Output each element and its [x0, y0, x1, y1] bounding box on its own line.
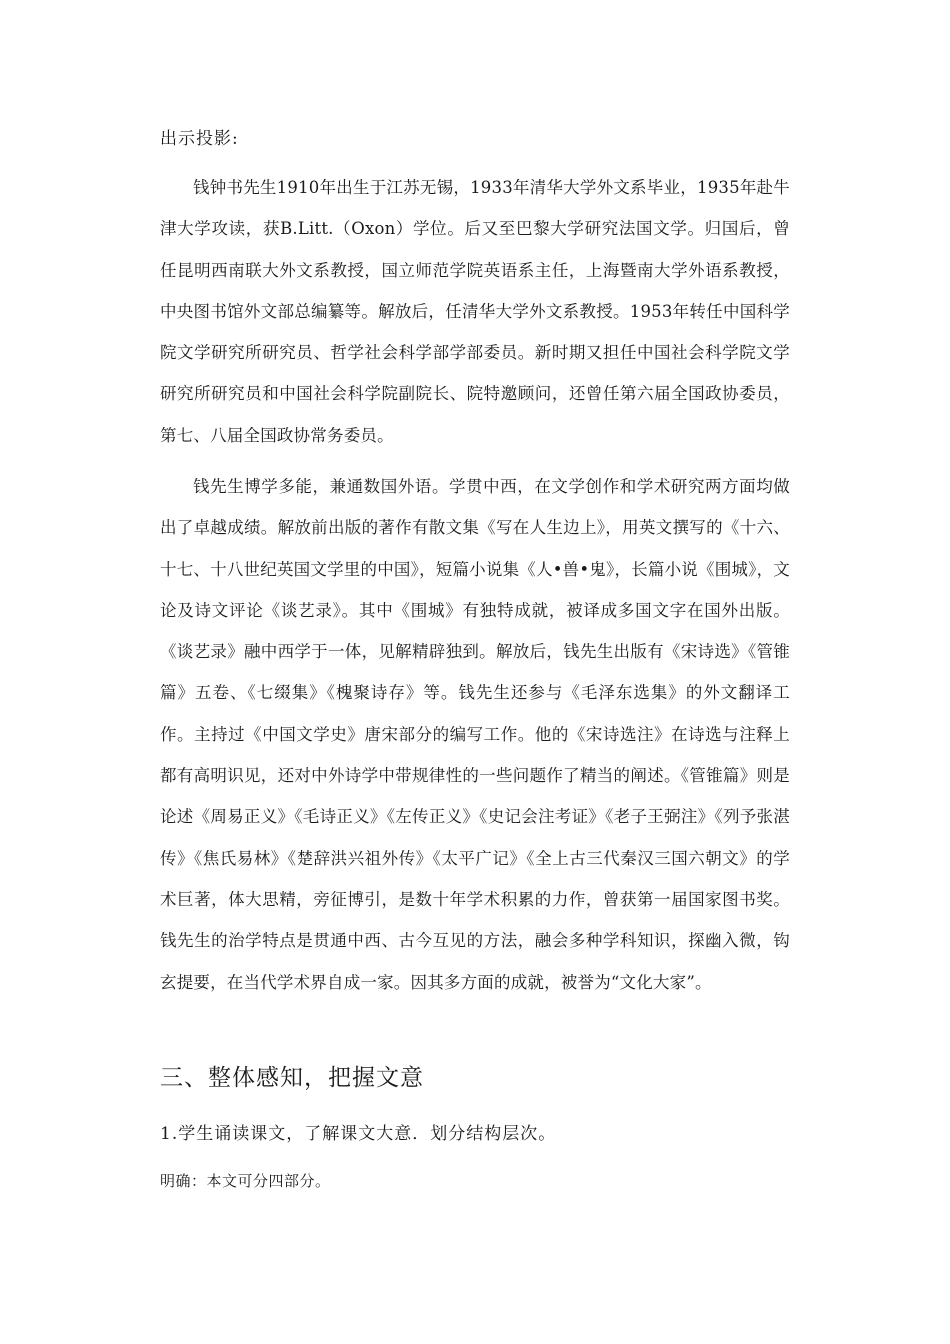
achievements-paragraph: 钱先生博学多能，兼通数国外语。学贯中西，在文学创作和学术研究两方面均做出了卓越成绩。解放前出版的著作有散文集《写在人生边上》，用英文撰写的《十六、十七、十八世纪英国文学里的中国》，短篇小说集《人•兽•鬼》，长篇小说《围城》，文论及诗文评论《谈艺录》。其中《围城》有独特成就，被译成多国文字在国外出版。《谈艺录》融中西学于一体，见解精辟独到。解放后，钱先生出版有《宋诗选》《管锥篇》五卷、《七缀集》《槐聚诗存》等。钱先生还参与《毛泽东选集》的外文翻译工作。主持过《中国文学史》唐宋部分的编写工作。他的《宋诗选注》在诗选与注释上都有高明识见，还对中外诗学中带规律性的一些问题作了精当的阐述。《管锥篇》则是论述《周易正义》《毛诗正义》《左传正义》《史记会注考证》《老子王弼注》《列予张湛传》《焦氏易林》《楚辞洪兴祖外传》《太平广记》《全上古三代秦汉三国六朝文》的学术巨著，体大思精，旁征博引，是数十年学术积累的力作，曾获第一届国家图书奖。钱先生的治学特点是贯通中西、古今互见的方法，融会多种学科知识，探幽入微，钩玄提要，在当代学术界自成一家。因其多方面的成就，被誉为“文化大家”。 — [160, 477, 790, 992]
intro-label: 出示投影: — [160, 129, 239, 149]
answer-text: 明确：本文可分四部分。 — [160, 1172, 331, 1190]
biography-paragraph: 钱钟书先生1910年出生于江苏无锡，1933年清华大学外文系毕业，1935年赴牛津大学攻读，获B.Litt.（Oxon）学位。后又至巴黎大学研究法国文学。归国后，曾任昆明西南联大外文系教授，国立师范学院英语系主任，上海暨南大学外语系教授，中央图书馆外文部总编纂等。解放后，任清华大学外文系教授。1953年转任中国科学院文学研究所研究员、哲学社会科学部学部委员。新时期又担任中国社会科学院文学研究所研究员和中国社会科学院副院长、院特邀顾问，还曾任第六届全国政协委员，第七、八届全国政协常务委员。 — [160, 178, 790, 445]
question-item: 1.学生诵读课文，了解课文大意．划分结构层次。 — [160, 1124, 557, 1144]
section-heading: 三、整体感知，把握文意 — [160, 1065, 424, 1091]
